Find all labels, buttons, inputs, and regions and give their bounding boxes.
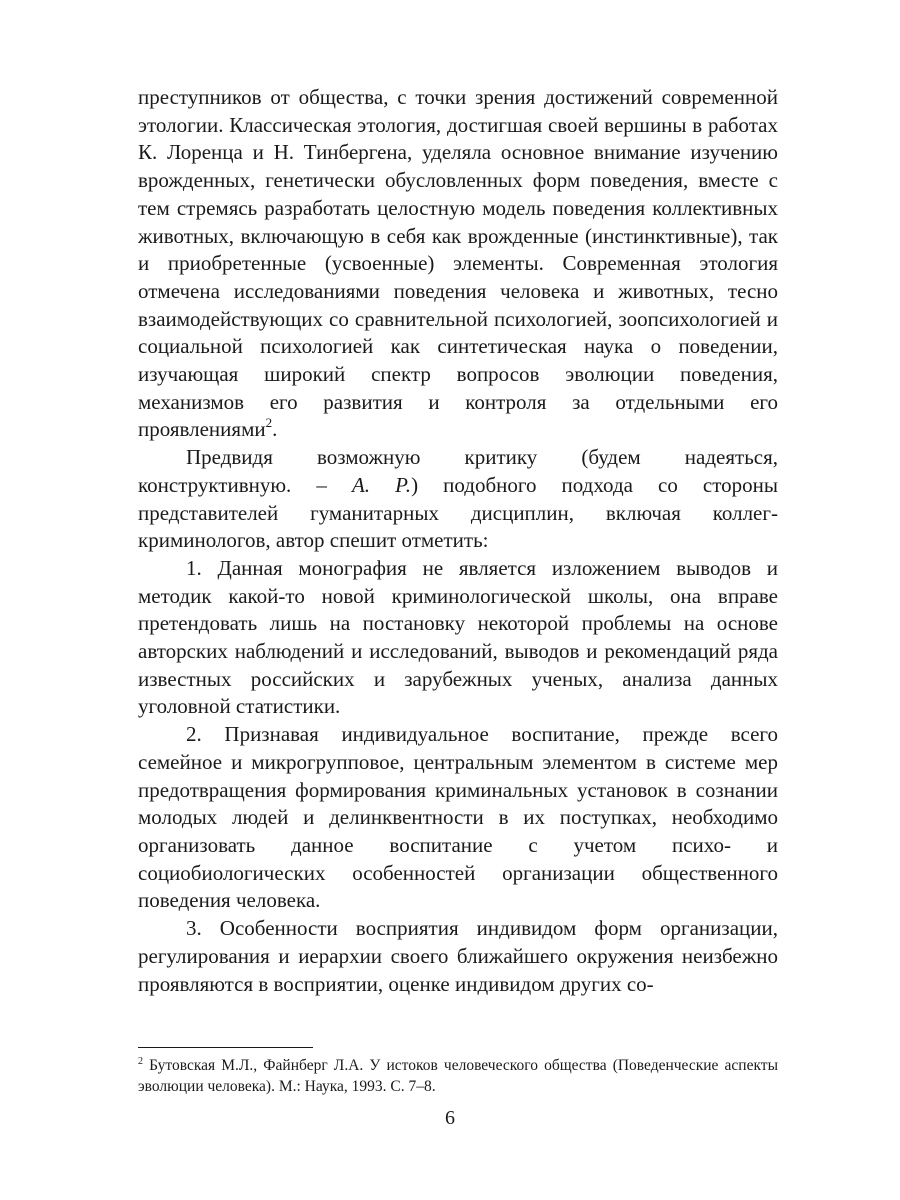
paragraph-1-end: .: [272, 417, 278, 442]
paragraph-1-text: преступников от общества, с точки зрения достижений современной этологии. Классическая этология, достигшая своей вершины в работах К. Лоренца и Н. Тинбергена, уделяла основное внимание изучению врожденных, генетически обусловленных форм поведения, вместе с тем стремясь разработать целостную модель поведения коллективных животных, включающую в себя как врожденные (инстинктивные), так и приобретенные (усвоенные) элементы. Современная этология отмечена исследованиями поведения человека и животных, тесно взаимодействующих со сравнительной психологией, зоопсихологией и социальной психологией как синтетическая наука о поведении, изучающая широкий спектр вопросов эволюции поведения, механизмов его развития и контроля за отдельными его проявлениями: [138, 85, 778, 442]
footnote-separator: [138, 1047, 313, 1048]
footnote-number: 2: [138, 1056, 143, 1067]
paragraph-1: [138, 84, 778, 444]
paragraph-2-end: ) подобного подхода со стороны представителей гуманитарных дисциплин, включая коллег-криминологов, автор спешит отметить:: [138, 472, 778, 553]
list-item-1: 1. Данная монография не является изложением выводов и методик какой-то новой криминологической школы, она вправе претендовать лишь на постановку некоторой проблемы на основе авторских наблюдений и исследований, выводов и рекомендаций ряда известных российских и зарубежных ученых, анализа данных уголовной статистики.: [138, 555, 778, 719]
paragraph-2-start: Предвидя возможную критику (будем надеяться, конструктивную. –: [138, 445, 778, 497]
author-initials: А. Р.: [351, 472, 412, 497]
footnote: [138, 1055, 778, 1097]
paragraph-2: [138, 444, 778, 555]
list-item-2: 2. Признавая индивидуальное воспитание, прежде всего семейное и микрогрупповое, центральным элементом в системе мер предотвращения формирования криминальных установок в сознании молодых людей и делинквентности в их поступках, необходимо организовать данное воспитание с учетом психо- и социобиологических особенностей организации общественного поведения человека.: [138, 722, 778, 913]
list-item-3: 3. Особенности восприятия индивидом форм организации, регулирования и иерархии своего ближайшего окружения неизбежно проявляются в восприятии, оценке индивидом других со-: [138, 916, 778, 996]
page-number: 6: [445, 1107, 455, 1129]
footnote-text: Бутовская М.Л., Файнберг Л.А. У истоков человеческого общества (Поведенческие аспекты эволюции человека). М.: Наука, 1993. С. 7–8.: [138, 1057, 778, 1095]
main-text: [138, 84, 778, 998]
footnote-reference: 2: [265, 415, 273, 431]
